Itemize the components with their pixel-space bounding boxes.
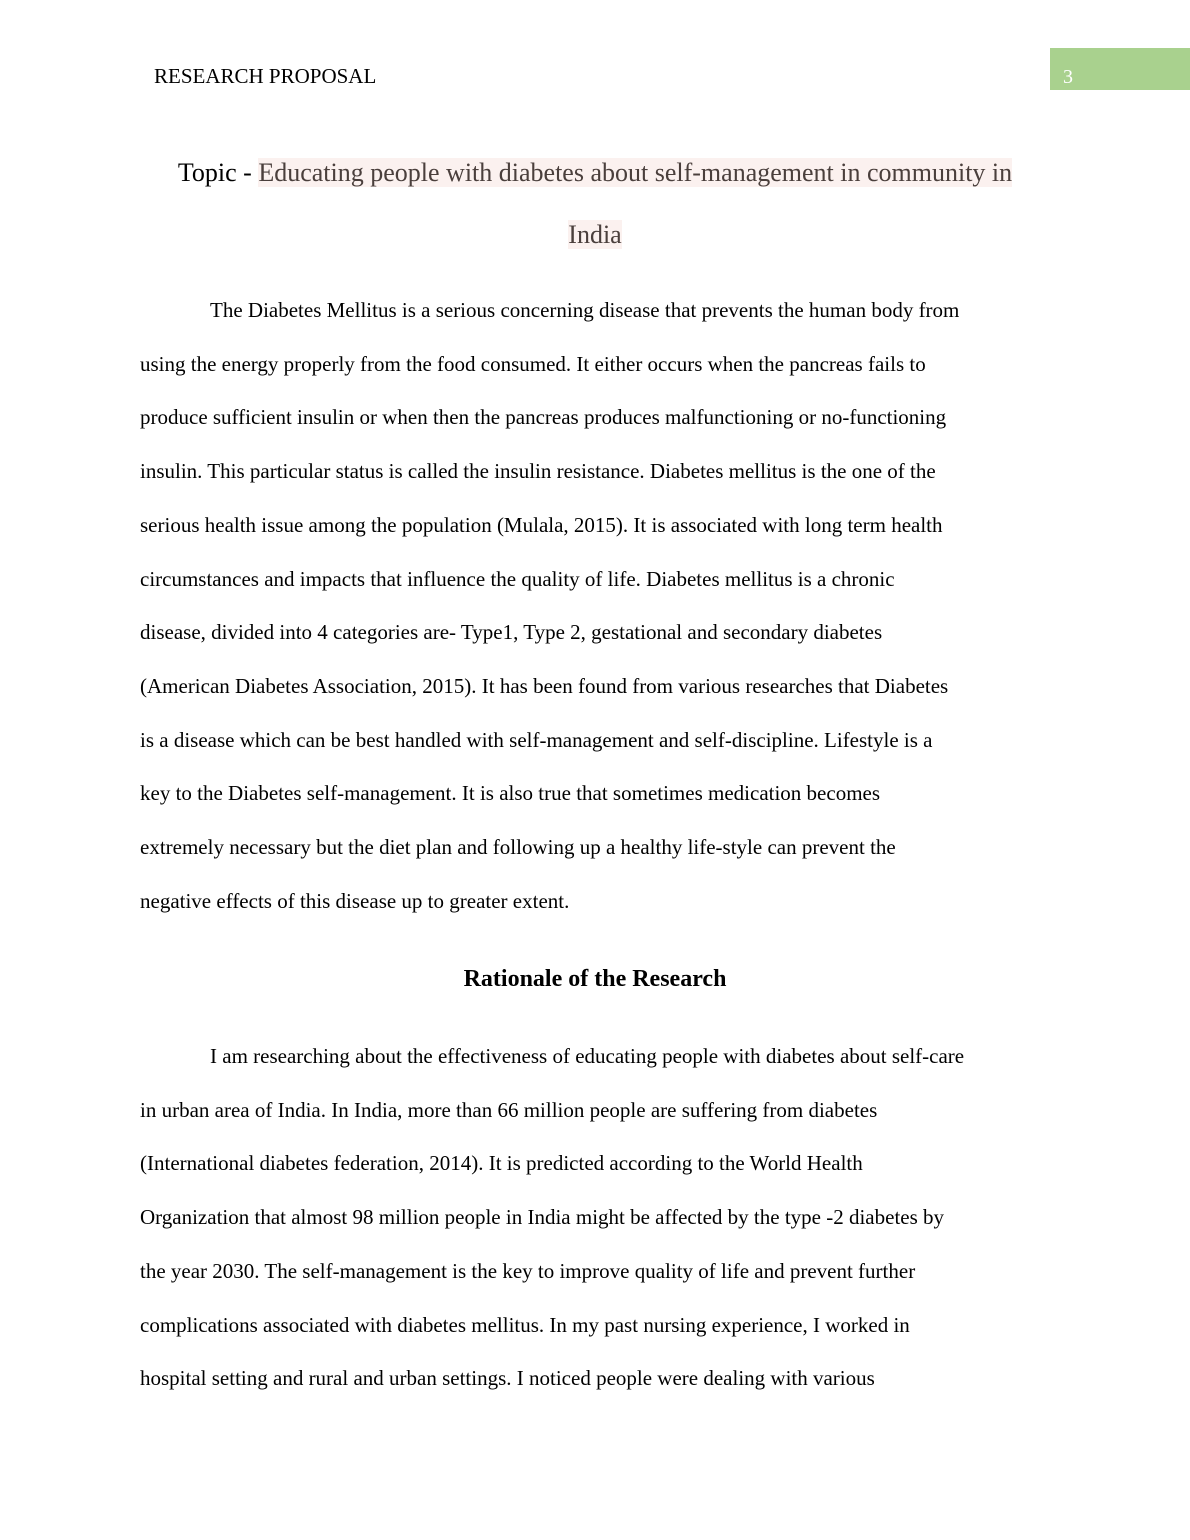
- text-line: serious health issue among the population (Mulala, 2015). It is associated with long term health: [140, 512, 943, 537]
- page-number-box: [1050, 48, 1190, 90]
- text-line: The Diabetes Mellitus is a serious concerning disease that prevents the human body from: [210, 298, 960, 322]
- topic-title-cont: [0, 220, 1190, 250]
- text-line: I am researching about the effectiveness of educating people with diabetes about self-care: [210, 1044, 965, 1068]
- text-line: hospital setting and rural and urban settings. I noticed people were dealing with various: [140, 1366, 875, 1391]
- text-line: (American Diabetes Association, 2015). It has been found from various researches that Diabetes: [140, 673, 949, 698]
- text-line: produce sufficient insulin or when then the pancreas produces malfunctioning or no-functioning: [140, 405, 947, 430]
- text-line: negative effects of this disease up to greater extent.: [140, 888, 570, 913]
- running-head: RESEARCH PROPOSAL: [154, 64, 377, 88]
- text-line: (International diabetes federation, 2014). It is predicted according to the World Health: [140, 1151, 863, 1176]
- topic-title: [0, 158, 1190, 188]
- text-line: insulin. This particular status is called the insulin resistance. Diabetes mellitus is the one of the: [140, 459, 936, 484]
- topic-title-line1: Educating people with diabetes about self-management in community in: [258, 158, 1013, 187]
- topic-label: Topic -: [177, 158, 259, 187]
- text-line: Organization that almost 98 million people in India might be affected by the type -2 diabetes by: [140, 1205, 945, 1230]
- page-number: 3: [1063, 66, 1073, 88]
- text-line: complications associated with diabetes mellitus. In my past nursing experience, I worked in: [140, 1312, 910, 1337]
- text-line: extremely necessary but the diet plan and following up a healthy life-style can prevent the: [140, 835, 896, 859]
- text-line: using the energy properly from the food consumed. It either occurs when the pancreas fails to: [140, 351, 926, 376]
- text-line: in urban area of India. In India, more than 66 million people are suffering from diabetes: [140, 1097, 878, 1122]
- text-line: circumstances and impacts that influence the quality of life. Diabetes mellitus is a chronic: [140, 566, 895, 591]
- topic-title-line2: India: [568, 220, 622, 249]
- text-line: disease, divided into 4 categories are- Type1, Type 2, gestational and secondary diabetes: [140, 620, 883, 645]
- section-heading: Rationale of the Research: [463, 966, 727, 992]
- text-line: is a disease which can be best handled with self-management and self-discipline. Lifestyle is a: [140, 727, 933, 752]
- text-line: the year 2030. The self-management is the key to improve quality of life and prevent further: [140, 1258, 916, 1283]
- text-line: key to the Diabetes self-management. It is also true that sometimes medication becomes: [140, 781, 881, 806]
